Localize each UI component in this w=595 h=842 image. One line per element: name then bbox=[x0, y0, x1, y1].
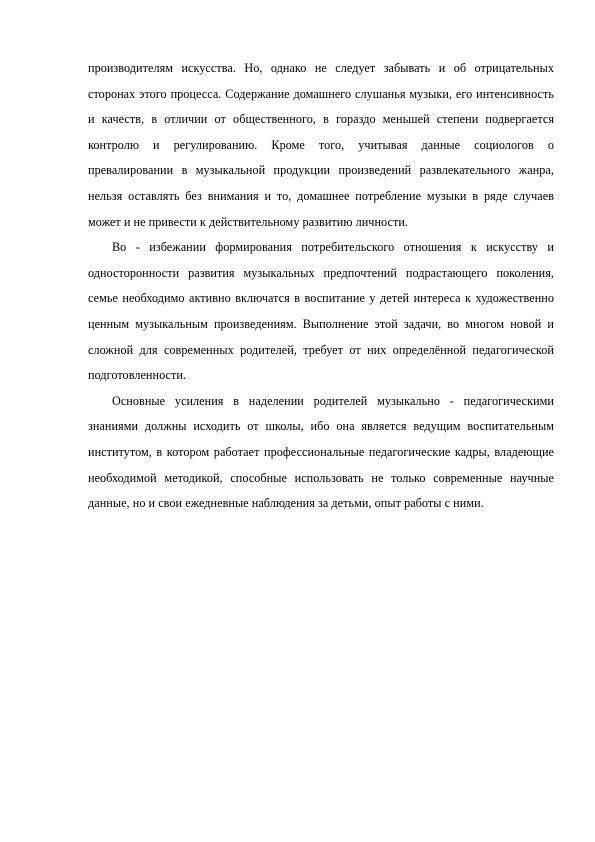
paragraph-school-role: Основные усиления в наделении родителей музыкально - педагогическими знаниями должны исходить от школы, ибо она является ведущим воспитательным институтом, в котором работает профессиональные педагогические кадры, владеющие необходимой методикой, способные использовать не только современные научные данные, но и свои ежедневные наблюдения за детьми, опыт работы с ними. bbox=[88, 393, 554, 511]
document-page bbox=[88, 56, 554, 517]
paragraph-continuation: производителям искусства. Но, однако не следует забывать и об отрицательных сторонах этого процесса. Содержание домашнего слушанья музыки, его интенсивность и качеств, в отличии от общественного, в гораздо меньшей степени подвергается контролю и регулированию. Кроме того, учитывая данные социологов о превалировании в музыкальной продукции произведений развлекательного жанра, нельзя оставлять без внимания и то, домашнее потребление музыки в ряде случаев может и не привести к действительному развитию личности. bbox=[88, 61, 554, 229]
paragraph-consumer-attitude: Во - избежании формирования потребительского отношения к искусству и односторонности развития музыкальных предпочтений подрастающего поколения, семье необходимо активно включатся в воспитание у детей интереса к художественно ценным музыкальным произведениям. Выполнение этой задачи, во многом новой и сложной для современных родителей, требует от них определённой педагогической подготовленности. bbox=[88, 240, 554, 383]
